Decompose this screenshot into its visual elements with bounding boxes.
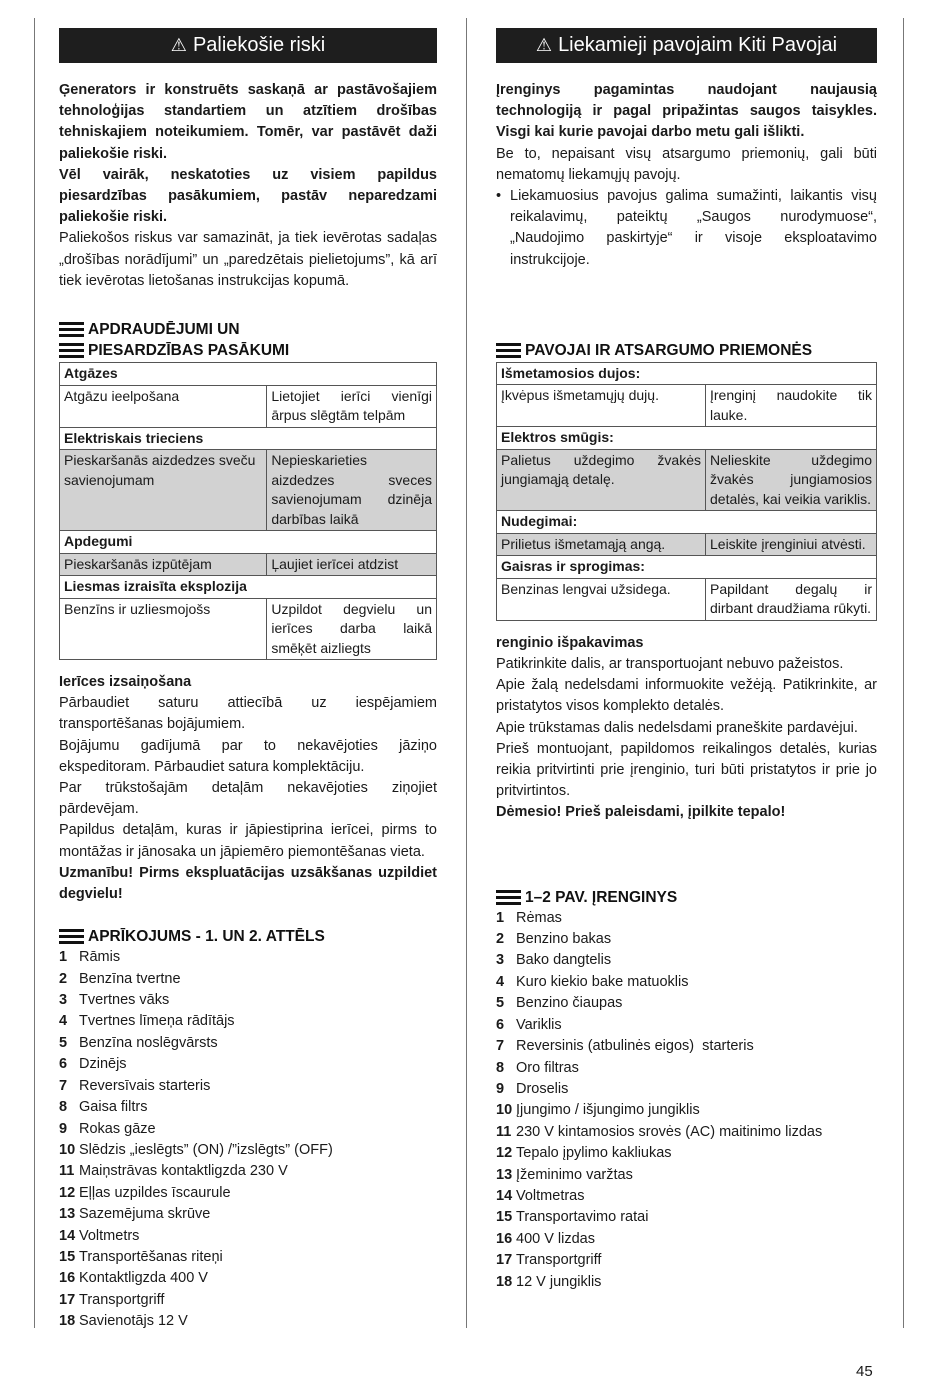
- list-item: 2 Benzino bakas: [496, 931, 612, 948]
- list-item: 7 Reversinis (atbulinės eigos) starteris: [496, 1038, 754, 1055]
- table-row: [497, 449, 877, 511]
- list-item: 10 Įjungimo / išjungimo jungiklis: [496, 1102, 700, 1119]
- list-item: • Liekamuosius pavojus galima sumažinti, laikantis visų reikalavimų, pateiktų „Saugos nurodymuose“, „Naudojimo paskirtyje“ ir visoje eksploatavimo instrukcijoje.: [510, 186, 877, 271]
- list-item: 13 Įžeminimo varžtas: [496, 1166, 633, 1183]
- hazard-measure: Uzpildot degvielu un ierīces darba laikā smēķēt aizliegts: [267, 598, 437, 660]
- intro-bold-paragraph: Vēl vairāk, neskatoties uz visiem papildus piesardzības pasākumiem, pastāv neparedzami paliekošie riski.: [59, 166, 437, 226]
- equipment-heading: [59, 926, 437, 947]
- list-item: 1 Rėmas: [496, 909, 562, 926]
- residual-risk-banner: [59, 28, 437, 63]
- safety-heading-line1: APDRAUDĒJUMI UN: [88, 321, 240, 339]
- unpack-paragraph: Apie žalą nedelsdami informuokite vežėją. Patikrinkite, ar pristatytos visos komplekto detalės.: [496, 677, 877, 715]
- list-item: 8 Oro filtras: [496, 1059, 579, 1076]
- hazard-measure: Įrenginį naudokite tik lauke.: [706, 385, 877, 427]
- list-item: 5 Benzino čiaupas: [496, 995, 623, 1012]
- list-item: 11 230 V kintamosios srovės (AC) maitinimo lizdas: [496, 1123, 823, 1140]
- hazard-category: Išmetamosios dujos:: [497, 362, 877, 385]
- residual-risk-banner: [496, 28, 877, 63]
- page-number: 45: [856, 1363, 873, 1380]
- hazard-risk: Palietus uždegimo žvakės jungiamąją detalę.: [497, 449, 706, 511]
- unpack-paragraph: Bojājumu gadījumā par to nekavējoties jāziņo ekspeditoram. Pārbaudiet satura komplektāciju.: [59, 737, 437, 775]
- list-item: 6 Variklis: [496, 1016, 562, 1033]
- left-margin-line: [34, 18, 35, 1328]
- unpack-warning: Uzmanību! Pirms ekspluatācijas uzsākšanas uzpildiet degvielu!: [59, 864, 437, 903]
- table-row: [60, 450, 437, 531]
- hazard-measure: Nelieskite uždegimo žvakės jungiamosios detalės, kai veikia variklis.: [706, 449, 877, 511]
- equipment-heading-text: APRĪKOJUMS - 1. UN 2. ATTĒLS: [88, 928, 325, 946]
- list-item: 11 Maiņstrāvas kontaktligzda 230 V: [59, 1163, 288, 1180]
- unpack-heading: renginio išpakavimas: [496, 634, 644, 651]
- unpack-heading: Ierīces izsaiņošana: [59, 674, 192, 691]
- table-row: [60, 553, 437, 576]
- unpack-paragraph: Papildus detaļām, kuras ir jāpiestiprina ierīcei, pirms to montāžas ir jānosaka un jāpiemēro piemontēšanas vieta.: [59, 822, 437, 860]
- parts-list: [59, 947, 437, 1332]
- right-column: [496, 28, 877, 1293]
- equipment-heading-text: 1–2 PAV. ĮRENGINYS: [525, 888, 678, 906]
- list-item: 6 Dzinējs: [59, 1056, 127, 1073]
- list-item: 15 Transportavimo ratai: [496, 1209, 649, 1226]
- list-item: 2 Benzīna tvertne: [59, 970, 181, 987]
- hazard-category: Elektros smūgis:: [497, 427, 877, 450]
- list-item: 16 Kontaktligzda 400 V: [59, 1270, 208, 1287]
- list-item: 4 Tvertnes līmeņa rādītājs: [59, 1013, 235, 1030]
- list-item: 5 Benzīna noslēgvārsts: [59, 1034, 218, 1051]
- section-bars-icon: [496, 890, 521, 908]
- warning-triangle-icon: ⚠: [535, 35, 553, 55]
- hazard-measure: Papildant degalų ir dirbant draudžiama rūkyti.: [706, 578, 877, 620]
- banner-title: Liekamieji pavojaim Kiti Pavojai: [558, 34, 838, 56]
- list-item: 4 Kuro kiekio bake matuoklis: [496, 973, 689, 990]
- safety-heading-text: PAVOJAI IR ATSARGUMO PRIEMONĖS: [525, 341, 813, 359]
- hazard-risk: Benzīns ir uzliesmojošs: [60, 598, 267, 660]
- safety-heading-line2: PIESARDZĪBAS PASĀKUMI: [88, 342, 290, 360]
- banner-title: Paliekošie riski: [192, 34, 326, 56]
- list-item: 7 Reversīvais starteris: [59, 1077, 211, 1094]
- hazard-measure: Ļaujiet ierīcei atdzist: [267, 553, 437, 576]
- section-bars-icon: [59, 929, 84, 947]
- safety-heading: [59, 340, 437, 361]
- hazard-measure: Leiskite įrenginiui atvėsti.: [706, 533, 877, 556]
- list-item: 12 Tepalo įpylimo kakliukas: [496, 1145, 672, 1162]
- warning-triangle-icon: ⚠: [170, 35, 187, 55]
- safety-heading: [59, 319, 437, 340]
- list-item: 10 Slēdzis „ieslēgts” (ON) /”izslēgts” (OFF): [59, 1141, 333, 1158]
- hazard-table: [59, 362, 437, 660]
- list-item: 9 Droselis: [496, 1080, 569, 1097]
- list-item: 9 Rokas gāze: [59, 1120, 156, 1137]
- hazard-table: [496, 362, 877, 621]
- bullet-list: [496, 186, 877, 271]
- list-item: 18 12 V jungiklis: [496, 1273, 602, 1290]
- intro-paragraph: Paliekošos riskus var samazināt, ja tiek ievērotas sadaļas „drošības norādījumi” un „paredzētais pielietojums”, kā arī tiek ievērotas lietošanas instrukcijas kopumā.: [59, 230, 437, 289]
- list-item: 17 Transportgriff: [496, 1252, 602, 1269]
- table-row: [497, 578, 877, 620]
- unpack-warning: Dėmesio! Prieš paleisdami, įpilkite tepalo!: [496, 804, 786, 821]
- list-item: 14 Voltmetras: [496, 1187, 585, 1204]
- intro-bold-paragraph: Įrenginys pagamintas naudojant naujausią technologiją ir pagal pripažintas saugos taisykles. Visgi kai kurie pavojai darbo metu gali išlikti.: [496, 82, 877, 141]
- list-item: 3 Bako dangtelis: [496, 952, 612, 969]
- left-column: [59, 28, 437, 1333]
- list-item: 1 Rāmis: [59, 949, 121, 966]
- hazard-category: Elektriskais trieciens: [60, 427, 437, 450]
- hazard-risk: Atgāzu ieelpošana: [60, 385, 267, 427]
- safety-heading: [496, 340, 877, 361]
- unpack-paragraph: Pārbaudiet saturu attiecībā uz iespējamiem transportēšanas bojājumiem.: [59, 695, 437, 733]
- list-item: 8 Gaisa filtrs: [59, 1099, 148, 1116]
- list-item: 18 Savienotājs 12 V: [59, 1313, 188, 1330]
- list-item: 15 Transportēšanas riteņi: [59, 1248, 223, 1265]
- list-item: 16 400 V lizdas: [496, 1230, 595, 1247]
- hazard-category: Apdegumi: [60, 531, 437, 554]
- parts-list: [496, 908, 877, 1293]
- section-bars-icon: [59, 322, 84, 340]
- hazard-risk: Pieskaršanās izpūtējam: [60, 553, 267, 576]
- table-row: [60, 385, 437, 427]
- hazard-risk: Prilietus išmetamąją angą.: [497, 533, 706, 556]
- table-row: [497, 385, 877, 427]
- unpack-paragraph: Apie trūkstamas dalis nedelsdami praneškite pardavėjui.: [496, 719, 858, 736]
- table-row: [60, 598, 437, 660]
- hazard-category: Nudegimai:: [497, 511, 877, 534]
- section-bars-icon: [59, 343, 84, 361]
- equipment-heading: [496, 887, 877, 908]
- hazard-category: Liesmas izraisīta eksplozija: [60, 576, 437, 599]
- hazard-measure: Lietojiet ierīci vienīgi ārpus slēgtām telpām: [267, 385, 437, 427]
- list-item: 14 Voltmetrs: [59, 1227, 140, 1244]
- hazard-category: Gaisras ir sprogimas:: [497, 556, 877, 579]
- unpack-paragraph: Par trūkstošajām detaļām nekavējoties ziņojiet pārdevējam.: [59, 780, 437, 818]
- section-bars-icon: [496, 343, 521, 361]
- intro-paragraph: Be to, nepaisant visų atsargumo priemonių, gali būti nematomų liekamųjų pavojų.: [496, 145, 877, 183]
- table-row: [497, 533, 877, 556]
- list-item: 13 Sazemējuma skrūve: [59, 1206, 211, 1223]
- intro-bold-paragraph: Ģenerators ir konstruēts saskaņā ar pastāvošajiem tehnoloģijas standartiem un atzītiem drošības tehniskajiem noteikumiem. Tomēr, var pastāvēt daži paliekošie riski.: [59, 82, 437, 162]
- hazard-risk: Įkvėpus išmetamųjų dujų.: [497, 385, 706, 427]
- hazard-measure: Nepieskarieties aizdedzes sveces savienojumam dzinēja darbības laikā: [267, 450, 437, 531]
- hazard-risk: Benzinas lengvai užsidega.: [497, 578, 706, 620]
- right-margin-line: [903, 18, 904, 1328]
- unpack-paragraph: Patikrinkite dalis, ar transportuojant nebuvo pažeistos.: [496, 656, 844, 673]
- list-item: 12 Eļļas uzpildes īscaurule: [59, 1184, 231, 1201]
- center-divider-line: [466, 18, 467, 1328]
- list-item: 3 Tvertnes vāks: [59, 992, 170, 1009]
- list-item: 17 Transportgriff: [59, 1291, 165, 1308]
- hazard-risk: Pieskaršanās aizdedzes sveču savienojumam: [60, 450, 267, 531]
- hazard-category: Atgāzes: [60, 363, 437, 386]
- unpack-paragraph: Prieš montuojant, papildomos reikalingos detalės, kurias reikia pritvirtinti prie įrenginio, turi būti pristatytos ir prie jo pritvirtintos.: [496, 740, 877, 800]
